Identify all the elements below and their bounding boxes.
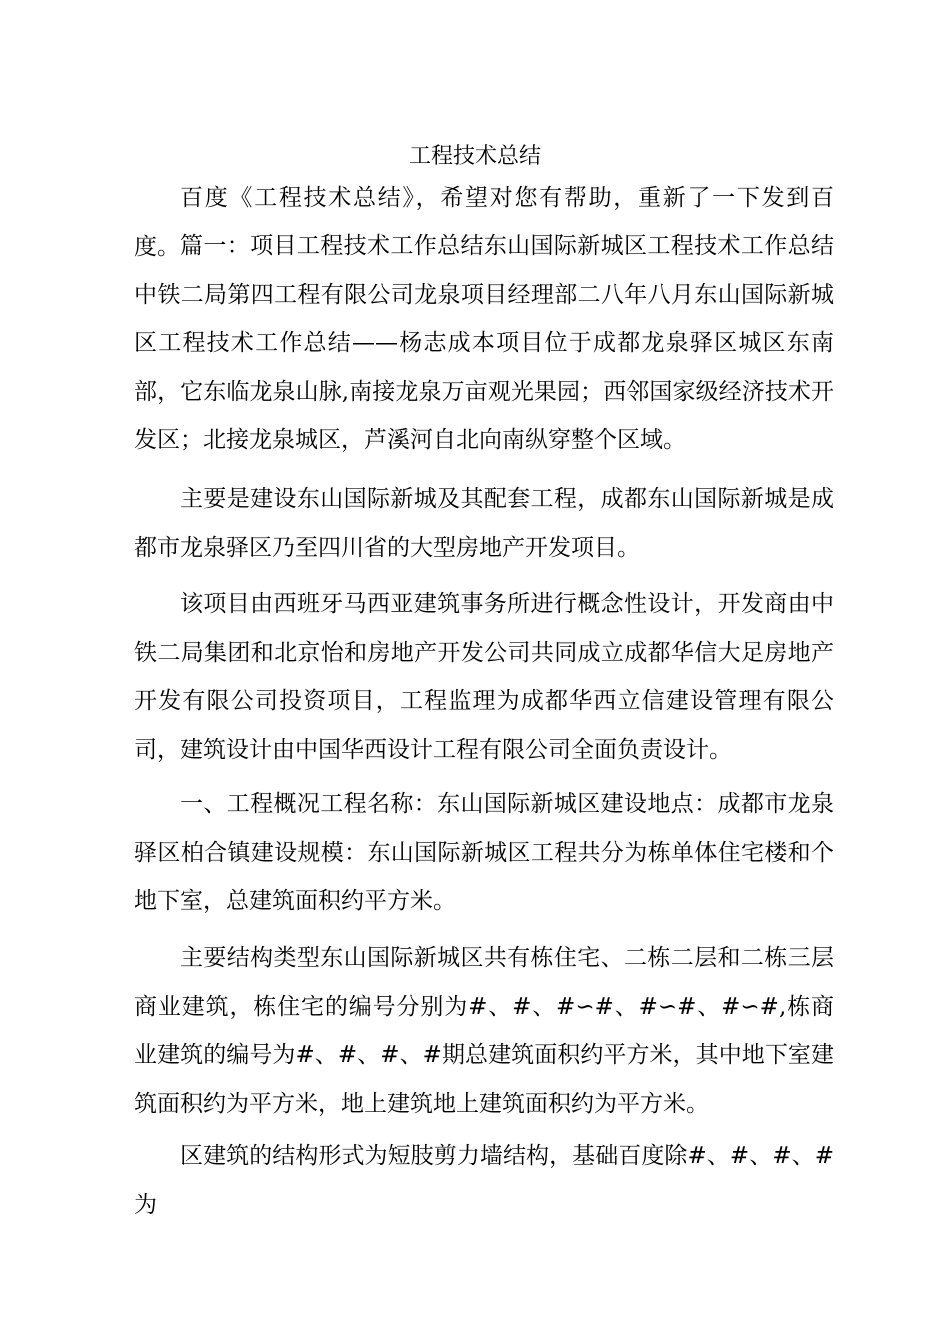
- paragraph-project-location: 篇一：项目工程技术工作总结东山国际新城区工程技术工作总结中铁二局第四工程有限公司龙泉项目经理部二八年八月东山国际新城区工程技术工作总结——杨志成本项目位于成都龙泉驿区城区东南部，它东临龙泉山脉,南接龙泉万亩观光果园；西邻国家级经济技术开发区；北接龙泉城区，芦溪河自北向南纵穿整个区域。: [134, 233, 834, 454]
- paragraph-structure-form: 区建筑的结构形式为短肢剪力墙结构，基础百度除#、#、#、#为: [134, 1143, 834, 1218]
- paragraph-project-overview: 一、工程概况工程名称：东山国际新城区建设地点：成都市龙泉驿区柏合镇建设规模：东山国际新城区工程共分为栋单体住宅楼和个地下室，总建筑面积约平方米。: [134, 791, 834, 915]
- paragraph-intro: 百度《工程技术总结》，希望对您有帮助，重新了一下发到百度。: [134, 185, 834, 260]
- paragraph-main-construction: 主要是建设东山国际新城及其配套工程，成都东山国际新城是成都市龙泉驿区乃至四川省的大型房地产开发项目。: [134, 486, 834, 561]
- paragraph-design-developer: 该项目由西班牙马西亚建筑事务所进行概念性设计，开发商由中铁二局集团和北京怡和房地产开发公司共同成立成都华信大足房地产开发有限公司投资项目，工程监理为成都华西立信建设管理有限公司，建筑设计由中国华西设计工程有限公司全面负责设计。: [134, 591, 834, 763]
- document-title: 工程技术总结: [408, 144, 541, 169]
- paragraph-structure-types: 主要结构类型东山国际新城区共有栋住宅、二栋二层和二栋三层商业建筑，栋住宅的编号分别为#、#、#∽#、#∽#、#∽#,栋商业建筑的编号为#、#、#、#期总建筑面积约平方米，其中地下室建筑面积约为平方米，地上建筑地上建筑面积约为平方米。: [134, 945, 834, 1117]
